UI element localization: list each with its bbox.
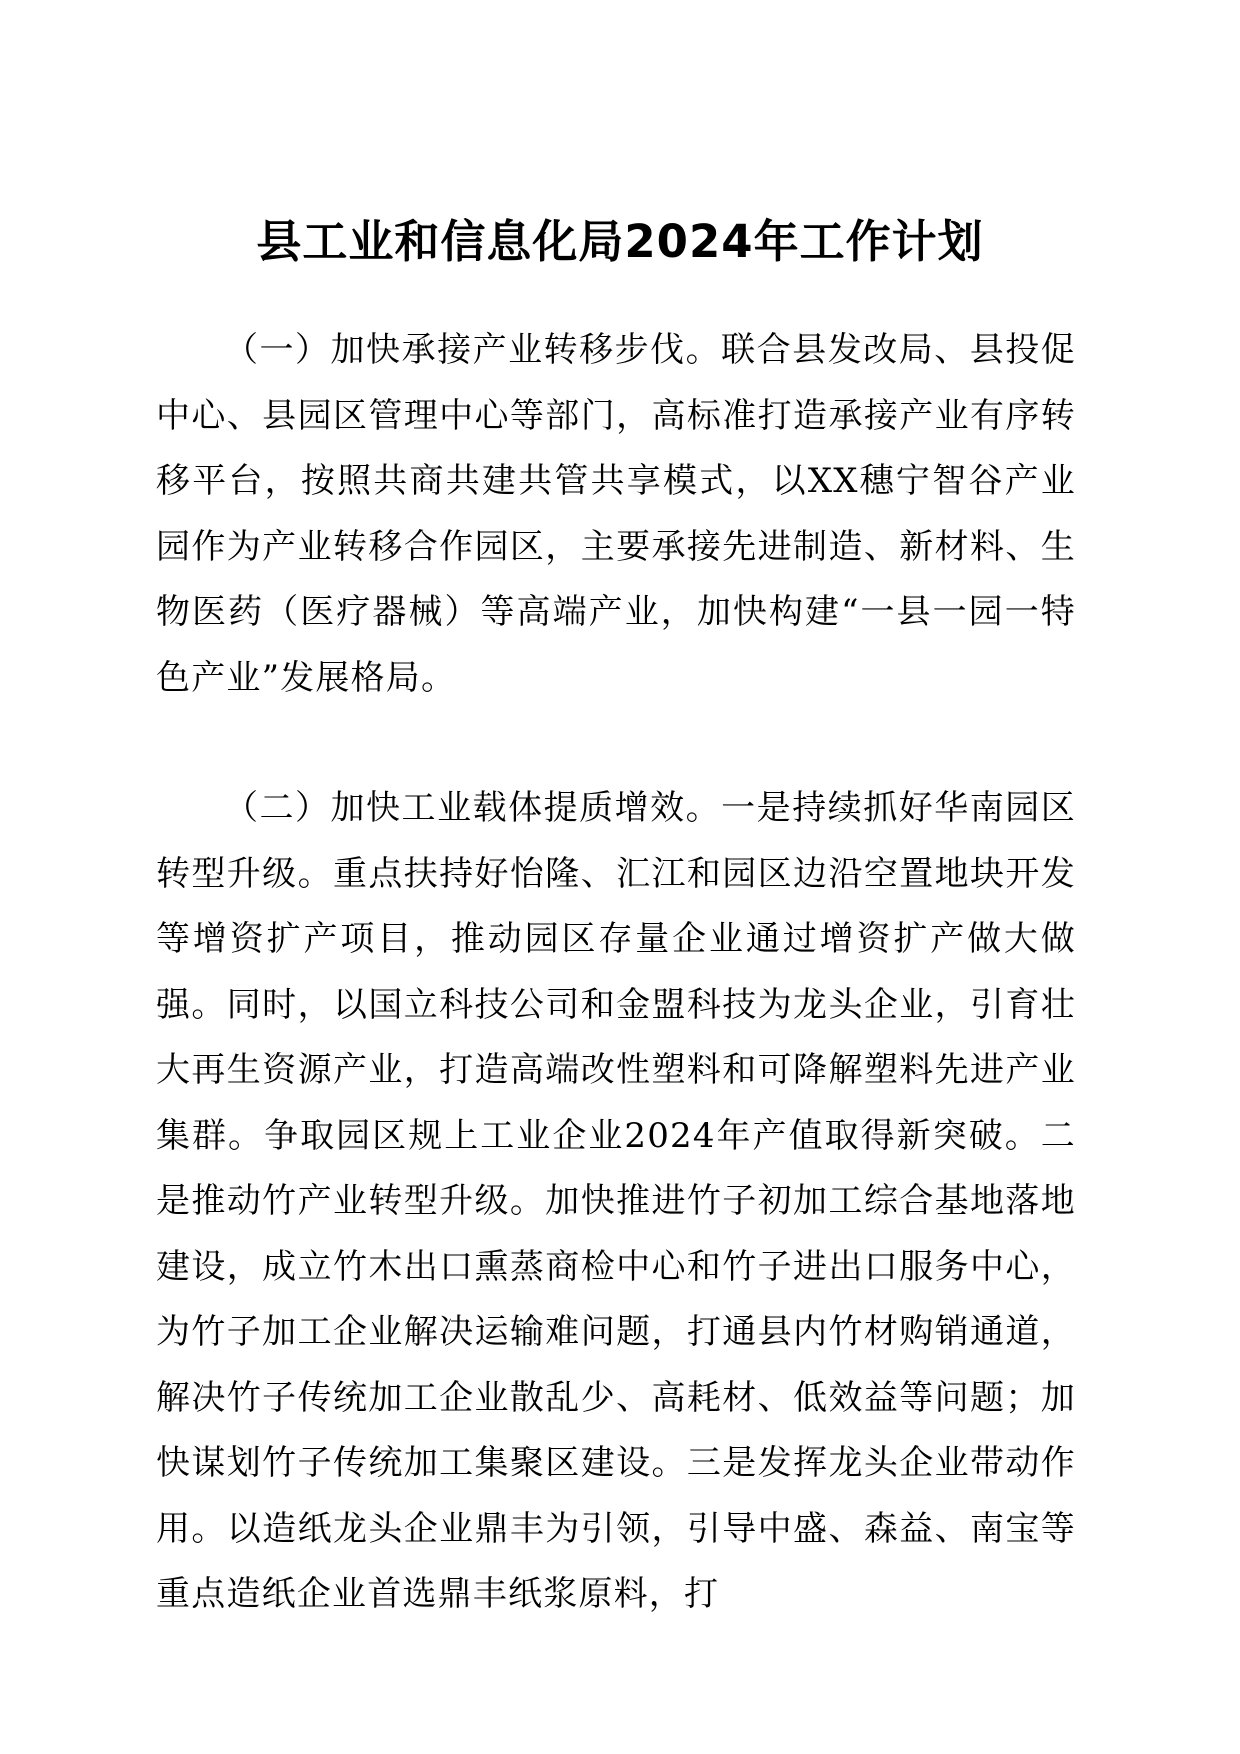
document-title: 县工业和信息化局2024年工作计划 (256, 215, 984, 268)
paragraph-2: （二）加快工业载体提质增效。一是持续抓好华南园区转型升级。重点扶持好怡隆、汇江和园区边沿空置地块开发等增资扩产项目，推动园区存量企业通过增资扩产做大做强。同时，以国立科技公司和金盟科技为龙头企业，引育壮大再生资源产业，打造高端改性塑料和可降解塑料先进产业集群。争取园区规上工业企业2024年产值取得新突破。二是推动竹产业转型升级。加快推进竹子初加工综合基地落地建设，成立竹木出口熏蒸商检中心和竹子进出口服务中心，为竹子加工企业解决运输难问题，打通县内竹材购销通道，解决竹子传统加工企业散乱少、高耗材、低效益等问题；加快谋划竹子传统加工集聚区建设。三是发挥龙头企业带动作用。以造纸龙头企业鼎丰为引领，引导中盛、森益、南宝等重点造纸企业首选鼎丰纸浆原料，打 (156, 788, 1076, 1614)
paragraph-1: （一）加快承接产业转移步伐。联合县发改局、县投促中心、县园区管理中心等部门，高标准打造承接产业有序转移平台，按照共商共建共管共享模式，以XX穗宁智谷产业园作为产业转移合作园区，主要承接先进制造、新材料、生物医药（医疗器械）等高端产业，加快构建“一县一园一特色产业”发展格局。 (156, 330, 1076, 698)
